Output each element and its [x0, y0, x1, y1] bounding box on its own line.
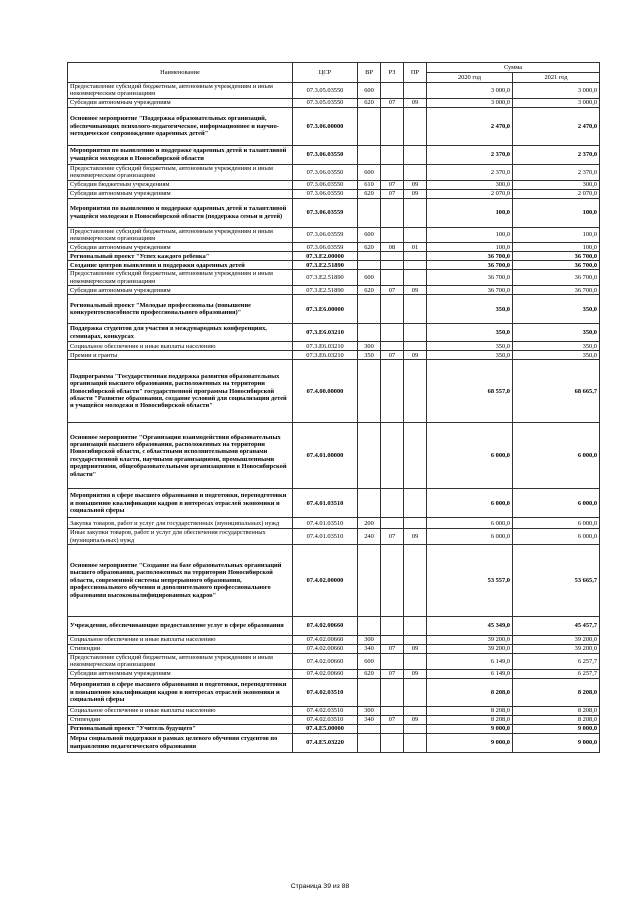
row-csr: 07.4.00.00000 [293, 360, 358, 423]
row-name: Предоставление субсидий бюджетным, автономным учреждениям и иным некоммерческим организациям [68, 654, 293, 670]
row-name: Субсидии автономным учреждениям [68, 286, 293, 295]
row-sum-2020: 6 000,0 [427, 518, 513, 529]
row-pr [404, 545, 427, 617]
row-csr: 07.3.06.03550 [293, 189, 358, 198]
table-body [68, 83, 600, 753]
row-rz: 07 [381, 286, 404, 295]
row-sum-2020: 6 149,0 [427, 669, 513, 678]
row-vr: 300 [358, 342, 381, 351]
row-pr [404, 342, 427, 351]
row-name: Премии и гранты [68, 351, 293, 360]
table-row [68, 423, 600, 489]
row-sum-2021: 2 370,0 [513, 145, 600, 164]
row-vr [358, 261, 381, 270]
row-vr [358, 252, 381, 261]
row-vr [358, 423, 381, 489]
row-sum-2020: 6 000,0 [427, 529, 513, 545]
row-vr: 600 [358, 83, 381, 99]
row-name: Мероприятия в сфере высшего образования и подготовки, переподготовки и повышению квалификации кадров в интересах отраслей экономики и социальной сферы [68, 678, 293, 706]
row-pr [404, 489, 427, 518]
row-sum-2020: 36 700,0 [427, 270, 513, 286]
header-csr: ЦСР [293, 63, 358, 83]
row-pr [404, 706, 427, 715]
table-row [68, 360, 600, 423]
row-name: Основное мероприятие "Организация взаимодействия образовательных организаций высшего образования, расположенных на территории Новосибирской области, с областными исполнительными органами государственной власти, научными организациями, промышленными предприятиями, общеобразовательными организациями в Новосибирской области" [68, 423, 293, 489]
table-row [68, 180, 600, 189]
row-pr [404, 295, 427, 324]
row-sum-2020: 350,0 [427, 342, 513, 351]
row-pr [404, 617, 427, 636]
header-pr: ПР [404, 63, 427, 83]
table-row [68, 243, 600, 252]
row-name: Предоставление субсидий бюджетным, автономным учреждениям и иным некоммерческим организациям [68, 164, 293, 180]
row-rz [381, 489, 404, 518]
row-csr: 07.3.E2.51890 [293, 286, 358, 295]
row-pr [404, 252, 427, 261]
row-pr [404, 227, 427, 243]
table-row [68, 545, 600, 617]
row-vr: 350 [358, 351, 381, 360]
row-vr: 240 [358, 529, 381, 545]
row-rz [381, 706, 404, 715]
row-sum-2020: 2 370,0 [427, 145, 513, 164]
table-row [68, 489, 600, 518]
row-rz [381, 145, 404, 164]
table-row [68, 83, 600, 99]
table-row [68, 724, 600, 733]
row-rz [381, 270, 404, 286]
row-rz: 07 [381, 529, 404, 545]
row-pr [404, 324, 427, 342]
row-name: Региональный проект "Молодые профессионалы (повышение конкурентоспособности профессионального образования)" [68, 295, 293, 324]
budget-table [67, 62, 600, 753]
row-rz [381, 724, 404, 733]
row-csr: 07.4.01.03510 [293, 529, 358, 545]
row-pr: 09 [404, 529, 427, 545]
table-row [68, 678, 600, 706]
row-vr [358, 360, 381, 423]
row-vr: 600 [358, 164, 381, 180]
row-rz [381, 324, 404, 342]
row-rz [381, 617, 404, 636]
row-name: Региональный проект "Успех каждого ребенка" [68, 252, 293, 261]
row-rz [381, 295, 404, 324]
row-name: Субсидии автономным учреждениям [68, 669, 293, 678]
row-pr [404, 724, 427, 733]
row-sum-2020: 6 000,0 [427, 423, 513, 489]
row-sum-2021: 2 370,0 [513, 164, 600, 180]
row-vr [358, 198, 381, 227]
row-sum-2020: 39 200,0 [427, 636, 513, 645]
row-sum-2021: 300,0 [513, 180, 600, 189]
table-row [68, 295, 600, 324]
row-csr: 07.3.E2.00000 [293, 252, 358, 261]
row-name: Стипендии [68, 645, 293, 654]
row-csr: 07.3.E6.03210 [293, 351, 358, 360]
row-sum-2021: 350,0 [513, 351, 600, 360]
row-csr: 07.4.E5.00000 [293, 724, 358, 733]
row-vr: 620 [358, 243, 381, 252]
row-sum-2020: 68 557,0 [427, 360, 513, 423]
row-sum-2020: 2 370,0 [427, 164, 513, 180]
row-pr [404, 423, 427, 489]
table-row [68, 164, 600, 180]
table-row [68, 107, 600, 145]
row-rz: 07 [381, 645, 404, 654]
row-sum-2021: 36 700,0 [513, 270, 600, 286]
row-vr: 610 [358, 180, 381, 189]
row-rz: 07 [381, 189, 404, 198]
row-sum-2021: 45 457,7 [513, 617, 600, 636]
row-sum-2021: 100,0 [513, 243, 600, 252]
row-sum-2020: 9 000,0 [427, 724, 513, 733]
row-sum-2020: 300,0 [427, 180, 513, 189]
row-sum-2020: 9 000,0 [427, 733, 513, 752]
row-sum-2020: 2 070,0 [427, 189, 513, 198]
row-vr: 600 [358, 270, 381, 286]
row-vr: 620 [358, 189, 381, 198]
row-sum-2020: 36 700,0 [427, 252, 513, 261]
row-vr [358, 617, 381, 636]
table-row [68, 645, 600, 654]
row-sum-2021: 39 200,0 [513, 645, 600, 654]
row-pr [404, 261, 427, 270]
row-csr: 07.3.06.03559 [293, 243, 358, 252]
row-vr [358, 145, 381, 164]
row-vr [358, 295, 381, 324]
row-pr [404, 678, 427, 706]
table-row [68, 617, 600, 636]
row-rz: 07 [381, 715, 404, 724]
row-sum-2020: 350,0 [427, 295, 513, 324]
row-sum-2020: 2 470,0 [427, 107, 513, 145]
row-name: Стипендии [68, 715, 293, 724]
row-csr: 07.4.02.00660 [293, 617, 358, 636]
row-sum-2021: 68 665,7 [513, 360, 600, 423]
row-csr: 07.4.02.03510 [293, 706, 358, 715]
row-sum-2021: 6 000,0 [513, 489, 600, 518]
row-name: Субсидии бюджетным учреждениям [68, 180, 293, 189]
row-name: Субсидии автономным учреждениям [68, 243, 293, 252]
row-pr: 09 [404, 98, 427, 107]
row-sum-2020: 350,0 [427, 351, 513, 360]
row-name: Мероприятия в сфере высшего образования и подготовки, переподготовки и повышению квалификации кадров в интересах отраслей экономики и социальной сферы [68, 489, 293, 518]
row-pr [404, 654, 427, 670]
row-sum-2020: 350,0 [427, 324, 513, 342]
row-name: Социальное обеспечение и иные выплаты населению [68, 706, 293, 715]
row-sum-2020: 100,0 [427, 243, 513, 252]
row-sum-2021: 36 700,0 [513, 286, 600, 295]
row-name: Учреждения, обеспечивающие предоставление услуг в сфере образования [68, 617, 293, 636]
row-sum-2021: 9 000,0 [513, 733, 600, 752]
row-csr: 07.4.01.00000 [293, 423, 358, 489]
row-csr: 07.3.E6.03210 [293, 324, 358, 342]
row-sum-2020: 45 349,0 [427, 617, 513, 636]
row-rz [381, 164, 404, 180]
row-pr: 09 [404, 286, 427, 295]
row-csr: 07.4.02.00660 [293, 636, 358, 645]
row-pr: 09 [404, 189, 427, 198]
row-sum-2020: 36 700,0 [427, 261, 513, 270]
row-csr: 07.4.02.03510 [293, 678, 358, 706]
row-csr: 07.4.02.00660 [293, 645, 358, 654]
row-csr: 07.4.02.00660 [293, 654, 358, 670]
row-name: Основное мероприятие "Создание на базе образовательных организаций высшего образования, расположенных на территории Новосибирской области, современной системы непрерывного образования, профессионального обучения и дополнительного профессионального образования высококвалифицированных кадров" [68, 545, 293, 617]
row-pr [404, 733, 427, 752]
row-pr [404, 360, 427, 423]
table-row [68, 518, 600, 529]
row-sum-2020: 100,0 [427, 198, 513, 227]
row-csr: 07.3.05.03550 [293, 98, 358, 107]
row-sum-2021: 100,0 [513, 227, 600, 243]
row-csr: 07.3.06.03559 [293, 227, 358, 243]
row-rz [381, 198, 404, 227]
row-name: Предоставление субсидий бюджетным, автономным учреждениям и иным некоммерческим организациям [68, 83, 293, 99]
row-pr: 09 [404, 351, 427, 360]
row-vr: 620 [358, 669, 381, 678]
row-sum-2020: 8 208,0 [427, 678, 513, 706]
row-pr [404, 270, 427, 286]
row-csr: 07.3.E2.51890 [293, 261, 358, 270]
row-sum-2021: 9 000,0 [513, 724, 600, 733]
row-name: Закупка товаров, работ и услуг для государственных (муниципальных) нужд [68, 518, 293, 529]
row-rz [381, 518, 404, 529]
row-name: Субсидии автономным учреждениям [68, 189, 293, 198]
row-sum-2020: 3 000,0 [427, 83, 513, 99]
row-csr: 07.4.01.03510 [293, 518, 358, 529]
row-rz: 08 [381, 243, 404, 252]
row-sum-2020: 8 208,0 [427, 706, 513, 715]
row-rz [381, 360, 404, 423]
row-sum-2021: 2 070,0 [513, 189, 600, 198]
header-vr: ВР [358, 63, 381, 83]
row-csr: 07.3.06.03550 [293, 145, 358, 164]
row-pr: 09 [404, 715, 427, 724]
table-row [68, 733, 600, 752]
row-name: Создание центров выявления и поддержки одаренных детей [68, 261, 293, 270]
header-rz: РЗ [381, 63, 404, 83]
row-name: Социальное обеспечение и иные выплаты населению [68, 342, 293, 351]
row-rz: 07 [381, 180, 404, 189]
row-vr: 340 [358, 645, 381, 654]
row-rz: 07 [381, 98, 404, 107]
row-sum-2021: 36 700,0 [513, 261, 600, 270]
budget-sheet [67, 62, 599, 753]
table-row [68, 198, 600, 227]
row-sum-2021: 350,0 [513, 342, 600, 351]
row-name: Подпрограмма "Государственная поддержка развития образовательных организаций высшего образования, расположенных на территории Новосибирской области" государственной программы Новосибирской области "Развитие образования, создание условий для социализации детей и учащейся молодежи в Новосибирской области" [68, 360, 293, 423]
row-sum-2021: 39 200,0 [513, 636, 600, 645]
row-sum-2021: 350,0 [513, 295, 600, 324]
row-vr [358, 733, 381, 752]
table-row [68, 98, 600, 107]
row-name: Региональный проект "Учитель будущего" [68, 724, 293, 733]
table-row [68, 669, 600, 678]
row-name: Мероприятия по выявлению и поддержке одаренных детей и талантливой учащейся молодежи в Новосибирской области [68, 145, 293, 164]
row-sum-2021: 3 000,0 [513, 98, 600, 107]
table-row [68, 342, 600, 351]
row-rz [381, 107, 404, 145]
row-vr [358, 107, 381, 145]
row-name: Мероприятия по выявлению и поддержке одаренных детей и талантливой учащейся молодежи в Новосибирской области (поддержка семьи и детей) [68, 198, 293, 227]
row-rz: 07 [381, 669, 404, 678]
row-sum-2021: 53 665,7 [513, 545, 600, 617]
row-csr: 07.3.E6.00000 [293, 295, 358, 324]
table-row [68, 715, 600, 724]
table-row [68, 351, 600, 360]
row-csr: 07.4.02.00000 [293, 545, 358, 617]
row-rz [381, 227, 404, 243]
row-vr [358, 545, 381, 617]
row-pr [404, 198, 427, 227]
row-sum-2021: 8 208,0 [513, 678, 600, 706]
row-rz [381, 733, 404, 752]
row-vr [358, 324, 381, 342]
row-pr: 09 [404, 180, 427, 189]
row-pr: 09 [404, 669, 427, 678]
table-row [68, 227, 600, 243]
row-rz [381, 342, 404, 351]
row-sum-2021: 6 257,7 [513, 654, 600, 670]
row-sum-2021: 6 257,7 [513, 669, 600, 678]
page-number: Страница 39 из 88 [290, 883, 350, 890]
row-sum-2020: 8 208,0 [427, 715, 513, 724]
row-pr [404, 164, 427, 180]
row-pr: 09 [404, 645, 427, 654]
row-sum-2021: 100,0 [513, 198, 600, 227]
table-row [68, 636, 600, 645]
row-pr [404, 518, 427, 529]
row-csr: 07.3.E2.51890 [293, 270, 358, 286]
row-rz [381, 545, 404, 617]
table-row [68, 252, 600, 261]
row-csr: 07.3.06.03550 [293, 164, 358, 180]
row-vr [358, 678, 381, 706]
row-sum-2021: 8 208,0 [513, 706, 600, 715]
row-name: Предоставление субсидий бюджетным, автономным учреждениям и иным некоммерческим организациям [68, 227, 293, 243]
row-name: Основное мероприятие "Поддержка образовательных организаций, обеспечивающих психолого-педагогическое, информационное и научно-методическое сопровождение одаренных детей" [68, 107, 293, 145]
table-row [68, 261, 600, 270]
row-sum-2020: 39 200,0 [427, 645, 513, 654]
row-csr: 07.4.01.03510 [293, 489, 358, 518]
row-sum-2020: 100,0 [427, 227, 513, 243]
row-rz [381, 423, 404, 489]
row-vr: 300 [358, 636, 381, 645]
row-sum-2020: 36 700,0 [427, 286, 513, 295]
row-sum-2021: 6 000,0 [513, 423, 600, 489]
table-row [68, 654, 600, 670]
table-row [68, 529, 600, 545]
header-year-2020: 2020 год [427, 73, 513, 83]
row-sum-2021: 6 000,0 [513, 518, 600, 529]
table-row [68, 286, 600, 295]
table-row [68, 324, 600, 342]
row-sum-2020: 6 000,0 [427, 489, 513, 518]
row-sum-2021: 8 208,0 [513, 715, 600, 724]
header-name: Наименование [68, 63, 293, 83]
row-csr: 07.4.02.03510 [293, 715, 358, 724]
row-sum-2021: 3 000,0 [513, 83, 600, 99]
row-rz [381, 654, 404, 670]
row-vr: 300 [358, 706, 381, 715]
row-name: Иные закупки товаров, работ и услуг для обеспечения государственных (муниципальных) нужд [68, 529, 293, 545]
table-row [68, 270, 600, 286]
row-vr: 620 [358, 98, 381, 107]
row-vr: 200 [358, 518, 381, 529]
table-row [68, 706, 600, 715]
row-csr: 07.4.02.00660 [293, 669, 358, 678]
row-csr: 07.3.E6.03210 [293, 342, 358, 351]
row-name: Субсидии автономным учреждениям [68, 98, 293, 107]
row-vr: 620 [358, 286, 381, 295]
row-pr [404, 83, 427, 99]
row-sum-2021: 36 700,0 [513, 252, 600, 261]
row-csr: 07.3.06.03559 [293, 198, 358, 227]
row-csr: 07.3.06.03550 [293, 180, 358, 189]
row-sum-2021: 6 000,0 [513, 529, 600, 545]
header-sum: Сумма [427, 63, 600, 73]
row-rz [381, 261, 404, 270]
row-name: Социальное обеспечение и иные выплаты населению [68, 636, 293, 645]
row-name: Предоставление субсидий бюджетным, автономным учреждениям и иным некоммерческим организациям [68, 270, 293, 286]
row-vr: 340 [358, 715, 381, 724]
row-vr: 600 [358, 654, 381, 670]
row-sum-2021: 350,0 [513, 324, 600, 342]
row-csr: 07.3.05.03550 [293, 83, 358, 99]
row-csr: 07.4.E5.03220 [293, 733, 358, 752]
header-year-2021: 2021 год [513, 73, 600, 83]
row-name: Поддержка студентов для участия в международных конференциях, семинарах, конкурсах [68, 324, 293, 342]
row-rz: 07 [381, 351, 404, 360]
row-sum-2021: 2 470,0 [513, 107, 600, 145]
row-vr: 600 [358, 227, 381, 243]
row-name: Меры социальной поддержки в рамках целевого обучения студентов по направлению педагогического образования [68, 733, 293, 752]
row-pr: 01 [404, 243, 427, 252]
row-csr: 07.3.06.00000 [293, 107, 358, 145]
row-sum-2020: 6 149,0 [427, 654, 513, 670]
row-vr [358, 489, 381, 518]
row-pr [404, 636, 427, 645]
row-rz [381, 252, 404, 261]
row-pr [404, 145, 427, 164]
row-pr [404, 107, 427, 145]
row-rz [381, 636, 404, 645]
row-rz [381, 678, 404, 706]
row-rz [381, 83, 404, 99]
row-sum-2020: 3 000,0 [427, 98, 513, 107]
row-vr [358, 724, 381, 733]
row-sum-2020: 53 557,0 [427, 545, 513, 617]
table-row [68, 145, 600, 164]
table-row [68, 189, 600, 198]
